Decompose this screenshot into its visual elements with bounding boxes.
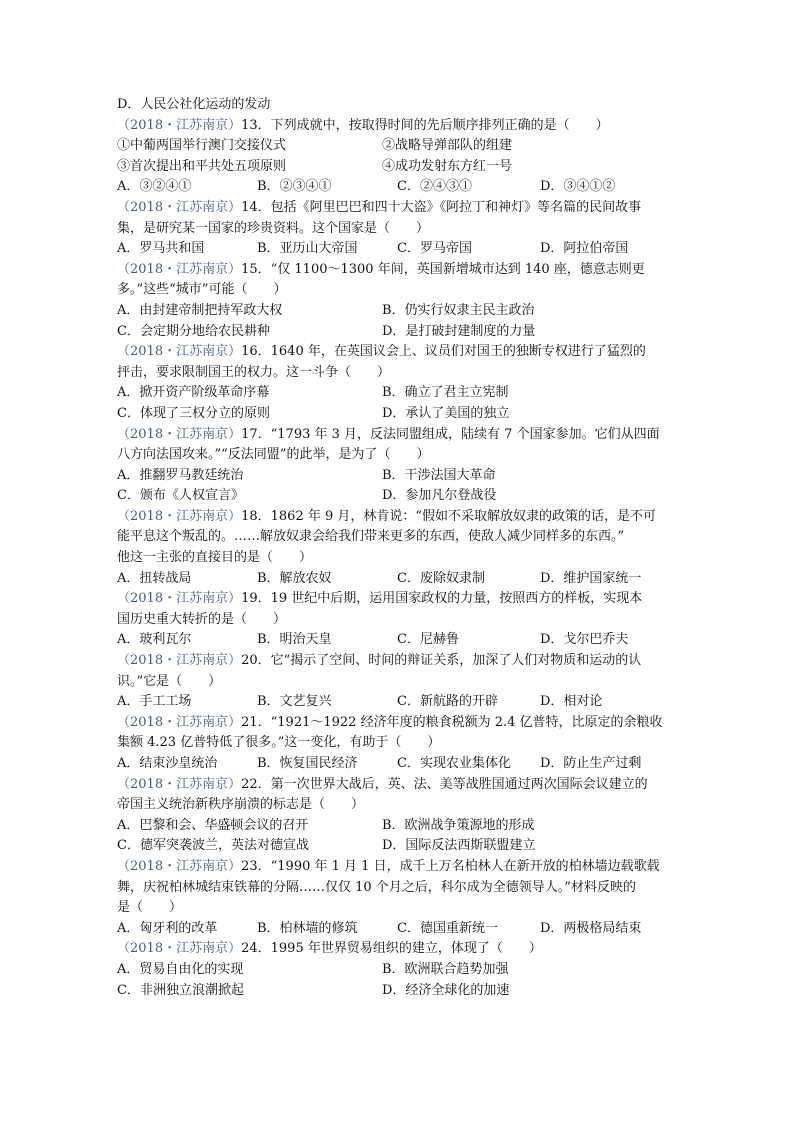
question-text: 抨击，要求限制国王的权力。这一斗争（ ） [117, 364, 391, 380]
question-source: （2018・江苏南京） [117, 261, 242, 277]
answer-option: C．颁布《人权宣言》 [117, 488, 244, 504]
question-block [117, 425, 677, 507]
question-source: （2018・江苏南京） [117, 858, 242, 874]
answer-option: A．扭转战局 [117, 570, 192, 586]
answer-option: B．亚历山大帝国 [257, 241, 358, 257]
question-text: 国历史重大转折的是（ ） [117, 611, 287, 627]
answer-option: A．③②④① [117, 179, 192, 195]
question-text: 21．“1921～1922 经济年度的粮食税额为 2.4 亿普特，比原定的余粮收 [241, 714, 663, 730]
question-stem [117, 260, 677, 281]
answer-options-row [117, 919, 677, 940]
question-source: （2018・江苏南京） [117, 714, 242, 730]
answer-options-row [117, 816, 677, 837]
answer-option: A．玻利瓦尔 [117, 632, 192, 648]
question-stem [117, 589, 677, 610]
answer-option: D．防止生产过剩 [540, 756, 642, 771]
question-stem [117, 651, 677, 672]
answer-option: A．巴黎和会、华盛顿会议的召开 [117, 817, 309, 833]
answer-option: B．明治天皇 [257, 632, 332, 648]
answer-options-row [117, 383, 677, 404]
answer-options-row [117, 569, 677, 590]
answer-option: D．国际反法西斯联盟建立 [382, 838, 536, 854]
answer-option: D．相对论 [540, 694, 603, 710]
question-stem [117, 857, 677, 878]
answer-option: B．文艺复兴 [257, 694, 332, 710]
question-text: 14．包括《阿里巴巴和四十大盗》《阿拉丁和神灯》等名篇的民间故事 [241, 199, 642, 215]
question-block [117, 198, 677, 260]
question-text: 识。”它是（ ） [117, 673, 222, 689]
answer-options-row [117, 630, 677, 651]
question-block [117, 651, 677, 713]
answer-option: D．③④①② [540, 179, 616, 195]
question-text: 15．“仅 1100～1300 年间，英国新增城市达到 140 座，德意志则更 [241, 261, 645, 277]
question-stem-continued [117, 610, 677, 631]
answer-option: B．干涉法国大革命 [382, 467, 496, 483]
event-item: ②战略导弹部队的组建 [382, 138, 513, 154]
intro-line: D．人民公社化运动的发动 [117, 97, 271, 112]
answer-option: B．柏林墙的修筑 [257, 920, 358, 936]
question-text: 19．19 世纪中后期，运用国家政权的力量，按照西方的样板，实现本 [241, 591, 643, 607]
question-source: （2018・江苏南京） [117, 426, 242, 442]
answer-option: D．承认了美国的独立 [382, 405, 510, 421]
answer-option: B．欧洲战争策源地的形成 [382, 817, 535, 833]
question-stem-continued [117, 878, 677, 899]
answer-options-row [117, 960, 677, 981]
answer-option: C．会定期分地给农民耕种 [117, 323, 270, 339]
answer-option: A．由封建帝制把持军政大权 [117, 302, 283, 318]
answer-option: A．掀开资产阶级革命序幕 [117, 385, 270, 401]
question-block [117, 857, 677, 939]
question-stem [117, 713, 677, 734]
answer-options-row [117, 177, 677, 198]
question-stem [117, 425, 677, 446]
question-source: （2018・江苏南京） [117, 941, 242, 957]
event-item: ③首次提出和平共处五项原则 [117, 158, 287, 174]
event-items-row [117, 136, 677, 157]
question-source: （2018・江苏南京） [117, 591, 242, 607]
question-text: 八方向法国攻来。”“反法同盟”的此举，是为了（ ） [117, 447, 430, 463]
question-block [117, 939, 677, 1001]
answer-option: A．罗马共和国 [117, 241, 205, 257]
answer-option: A．手工工场 [117, 694, 192, 710]
answer-options-row [117, 466, 677, 487]
question-stem [117, 116, 677, 137]
question-stem [117, 939, 677, 960]
answer-option: C．废除奴隶制 [397, 570, 485, 586]
question-source: （2018・江苏南京） [117, 199, 242, 215]
question-block [117, 260, 677, 342]
question-text: 20．它“揭示了空间、时间的辩证关系，加深了人们对物质和运动的认 [241, 653, 642, 669]
question-stem [117, 507, 677, 528]
answer-option: C．非洲独立浪潮掀起 [117, 982, 244, 998]
answer-option: C．德军突袭波兰，英法对德宣战 [117, 838, 309, 854]
answer-option: D．两极格局结束 [540, 920, 642, 936]
answer-option: D．经济全球化的加速 [382, 982, 510, 998]
question-text: 舞，庆祝柏林城结束铁幕的分隔……仅仅 10 个月之后，科尔成为全德领导人。”材料反映的 [117, 879, 636, 895]
question-text: 集，是研究某一国家的珍贵资料。这个国家是（ ） [117, 220, 430, 236]
answer-option: C．尼赫鲁 [397, 632, 459, 648]
answer-option: B．仍实行奴隶主民主政治 [382, 302, 535, 318]
question-block [117, 775, 677, 857]
question-text: 18．1862 年 9 月，林肯说：“假如不采取解放奴隶的政策的话，是不可 [241, 508, 657, 524]
answer-options-row [117, 754, 677, 775]
answer-option: A．匈牙利的改革 [117, 920, 218, 936]
answer-option: B．②③④① [257, 179, 332, 195]
question-block [117, 589, 677, 651]
question-text: 22．第一次世界大战后，英、法、美等战胜国通过两次国际会议建立的 [241, 776, 648, 792]
question-block [117, 713, 677, 775]
answer-option: D．阿拉伯帝国 [540, 241, 629, 257]
question-text: 13．下列成就中，按取得时间的先后顺序排列正确的是（ ） [241, 117, 609, 133]
question-source: （2018・江苏南京） [117, 344, 242, 360]
question-stem-continued [117, 795, 677, 816]
question-stem [117, 775, 677, 796]
question-list [117, 116, 677, 1002]
question-stem-continued [117, 445, 677, 466]
question-text: 16．1640 年，在英国议会上、议员们对国王的独断专权进行了猛烈的 [241, 344, 646, 360]
question-text: 是（ ） [117, 900, 183, 916]
answer-option: C．②④③① [397, 179, 472, 195]
question-stem-continued [117, 548, 677, 569]
question-block [117, 342, 677, 424]
question-text: 17．“1793 年 3 月，反法同盟组成，陆续有 7 个国家参加。它们从四面 [241, 426, 660, 442]
answer-option: C．实现农业集体化 [397, 756, 511, 771]
answer-option: C．体现了三权分立的原则 [117, 405, 270, 421]
question-stem-continued [117, 733, 677, 754]
question-block [117, 116, 677, 198]
event-item: ④成功发射东方红一号 [382, 158, 513, 174]
question-text: 他这一主张的直接目的是（ ） [117, 550, 313, 566]
question-source: （2018・江苏南京） [117, 508, 242, 524]
question-source: （2018・江苏南京） [117, 776, 242, 792]
event-items-row [117, 157, 677, 178]
answer-option: D．戈尔巴乔夫 [540, 632, 629, 648]
question-text: 多。”这些“城市”可能（ ） [117, 282, 287, 298]
answer-options-row [117, 836, 677, 857]
answer-option: B．确立了君主立宪制 [382, 385, 509, 401]
question-stem-continued [117, 527, 677, 548]
answer-options-row [117, 486, 677, 507]
answer-option: D．维护国家统一 [540, 570, 642, 586]
question-stem-continued [117, 280, 677, 301]
answer-option: A．贸易自由化的实现 [117, 961, 244, 977]
question-stem-continued [117, 898, 677, 919]
question-stem [117, 342, 677, 363]
question-text: 帝国主义统治新秩序崩溃的标志是（ ） [117, 797, 365, 813]
answer-option: C．罗马帝国 [397, 241, 472, 257]
answer-option: B．解放农奴 [257, 570, 332, 586]
exam-document [117, 95, 677, 1001]
question-stem [117, 198, 677, 219]
question-stem-continued [117, 219, 677, 240]
answer-option: A．结束沙皇统治 [117, 756, 218, 771]
question-source: （2018・江苏南京） [117, 653, 242, 669]
question-stem-continued [117, 672, 677, 693]
question-block [117, 507, 677, 589]
question-text: 23．“1990 年 1 月 1 日，成千上万名柏林人在新开放的柏林墙边载歌载 [241, 858, 660, 874]
answer-option: D．是打破封建制度的力量 [382, 323, 536, 339]
answer-option: C．新航路的开辟 [397, 694, 498, 710]
answer-options-row [117, 322, 677, 343]
answer-option: C．德国重新统一 [397, 920, 498, 936]
answer-option: B．恢复国民经济 [257, 756, 358, 771]
answer-options-row [117, 981, 677, 1002]
question-text: 24．1995 年世界贸易组织的建立，体现了（ ） [241, 941, 542, 957]
answer-option: A．推翻罗马教廷统治 [117, 467, 244, 483]
answer-options-row [117, 404, 677, 425]
question-text: 集额 4.23 亿普特低了很多。”这一变化，有助于（ ） [117, 735, 441, 751]
answer-options-row [117, 692, 677, 713]
event-item: ①中葡两国举行澳门交接仪式 [117, 138, 287, 154]
answer-option: B．欧洲联合趋势加强 [382, 961, 509, 977]
answer-option: D．参加凡尔登战役 [382, 488, 497, 504]
question-text: 能平息这个叛乱的。……解放奴隶会给我们带来更多的东西，使敌人减少同样多的东西。” [117, 529, 625, 545]
answer-options-row [117, 239, 677, 260]
answer-options-row [117, 301, 677, 322]
question-source: （2018・江苏南京） [117, 117, 242, 133]
question-stem-continued [117, 363, 677, 384]
